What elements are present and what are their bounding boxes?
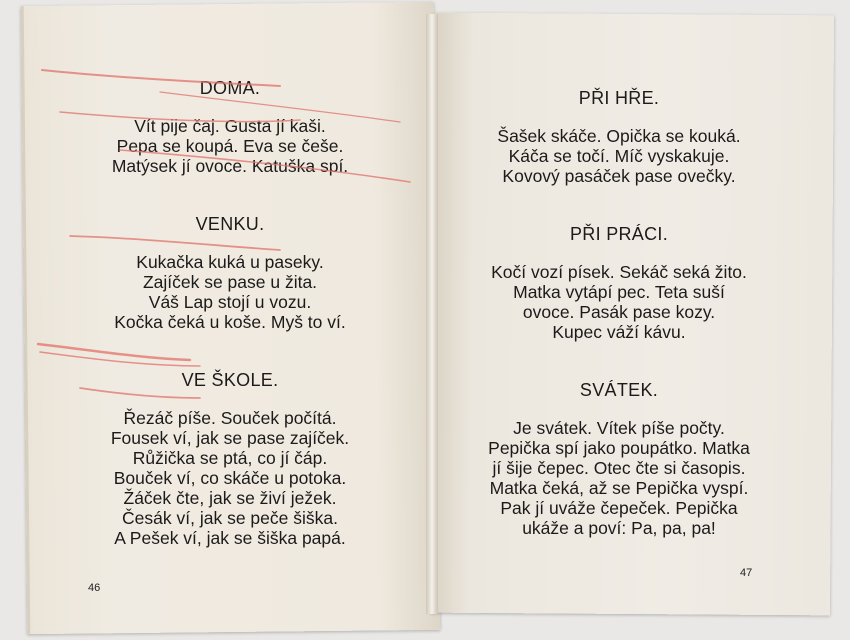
section-pri-hre xyxy=(460,88,778,186)
text-line: Zajíček se pase u žita. xyxy=(142,272,318,292)
section-paragraph xyxy=(60,408,400,548)
section-doma xyxy=(60,78,400,176)
text-line: Kočka čeká u koše. Myš to ví. xyxy=(114,312,346,332)
section-title: VE ŠKOLE. xyxy=(181,370,279,390)
section-pri-praci xyxy=(460,224,778,342)
section-title: SVÁTEK. xyxy=(579,380,659,400)
text-line: Pepička spí jako poupátko. Matka xyxy=(488,438,750,458)
text-line: Žáček čte, jak se živí ježek. xyxy=(123,488,337,508)
section-svatek xyxy=(460,380,778,538)
text-line: Šašek skáče. Opička se kouká. xyxy=(497,126,741,146)
text-line: Růžička se ptá, co jí čáp. xyxy=(132,448,328,468)
text-line: Bouček ví, co skáče u potoka. xyxy=(113,468,347,488)
text-line: Česák ví, jak se peče šiška. xyxy=(122,508,338,528)
text-line: Kovový pasáček pase ovečky. xyxy=(502,166,736,186)
section-ve-skole xyxy=(60,370,400,548)
text-line: Kočí vozí písek. Sekáč seká žito. xyxy=(491,262,747,282)
section-title: PŘI PRÁCI. xyxy=(569,224,669,244)
text-line: Vít pije čaj. Gusta jí kaši. xyxy=(134,116,326,136)
text-line: Váš Lap stojí u vozu. xyxy=(148,292,312,312)
page-number: 46 xyxy=(88,582,101,594)
text-line: Řezáč píše. Souček počítá. xyxy=(123,408,337,428)
right-page-text xyxy=(460,88,778,576)
text-line: jí šije čepec. Otec čte si časopis. xyxy=(492,458,746,478)
text-line: Matka vytápí pec. Teta suší xyxy=(513,282,725,302)
section-paragraph xyxy=(460,126,778,186)
section-title: VENKU. xyxy=(195,214,265,234)
text-line: Kupec váží kávu. xyxy=(552,322,686,342)
text-line: ovoce. Pasák pase kozy. xyxy=(522,302,716,322)
section-venku xyxy=(60,214,400,332)
text-line: ukáže a poví: Pa, pa, pa! xyxy=(522,518,716,538)
text-line: Káča se točí. Míč vyskakuje. xyxy=(508,146,730,166)
section-title: DOMA. xyxy=(199,78,261,98)
book-spine xyxy=(426,14,438,614)
section-paragraph xyxy=(460,262,778,342)
text-line: Pak jí uváže čepeček. Pepička xyxy=(500,498,738,518)
section-paragraph xyxy=(60,252,400,332)
text-line: Matýsek jí ovoce. Katuška spí. xyxy=(111,156,349,176)
text-line: Pepa se koupá. Eva se češe. xyxy=(116,136,344,156)
text-line: Je svátek. Vítek píše počty. xyxy=(513,418,725,438)
section-title: PŘI HŘE. xyxy=(578,88,660,108)
text-line: Kukačka kuká u paseky. xyxy=(136,252,324,272)
left-page-text xyxy=(60,78,400,586)
text-line: A Pešek ví, jak se šiška papá. xyxy=(114,528,346,548)
page-number: 47 xyxy=(740,567,753,579)
section-paragraph xyxy=(60,116,400,176)
text-line: Matka čeká, až se Pepička vyspí. xyxy=(489,478,749,498)
text-line: Fousek ví, jak se pase zajíček. xyxy=(110,428,350,448)
section-paragraph xyxy=(460,418,778,538)
